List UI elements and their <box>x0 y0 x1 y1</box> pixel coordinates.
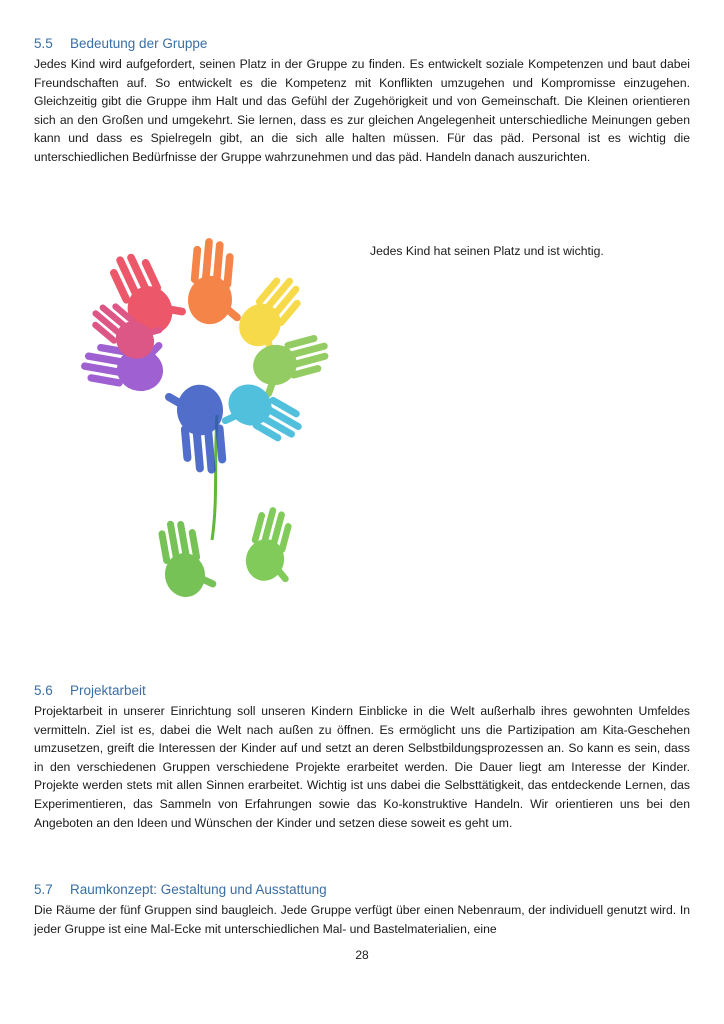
orange-hand <box>186 237 249 327</box>
section-heading-5-7 <box>34 882 327 897</box>
section-number: 5.6 <box>34 683 53 698</box>
section-heading-5-5 <box>34 36 207 51</box>
section-body-5-5: Jedes Kind wird aufgefordert, seinen Platz in der Gruppe zu finden. Es entwickelt soziale Kompetenzen und baut dabei Freundschaften auf. So entwickelt es die Kompetenz mit Konflikten umzugehen und Kompromisse einzugehen. Gleichzeitig gibt die Gruppe ihm Halt und das Gefühl der Zugehörigkeit und von Gemeinschaft. Die Kleinen orientieren sich an den Großen und umgekehrt. Sie lernen, dass es zur gleichen Angelegenheit unterschiedliche Meinungen geben kann und dass es Spielregeln gibt, an die sich alle halten müssen. Für das päd. Personal ist es wichtig die unterschiedlichen Bedürfnisse der Gruppe wahrzunehmen und das päd. Handeln danach auszurichten. <box>34 57 690 164</box>
section-number: 5.7 <box>34 882 53 897</box>
section-body-5-6: Projektarbeit in unserer Einrichtung soll unseren Kindern Einblicke in die Welt außerhalb ihres gewohnten Umfeldes vermitteln. Ziel ist es, dabei die Welt nach außen zu öffnen. Es ermöglicht uns die Partizipation am Kita-Geschehen umzusetzen, greift die Interessen der Kinder auf und setzt an deren Selbstbildungsprozessen an. So kann es sein, dass in den verschiedenen Gruppen verschiedene Projekte erarbeitet werden. Die Dauer liegt am Interesse der Kinder. Projekte werden stets mit allen Sinnen erarbeitet. Wichtig ist uns dabei die Selbsttätigkeit, das entdeckende Lernen, das Experimentieren, das Sammeln von Erfahrungen sowie das Ko-konstruktive Handeln. Wir orientieren uns bei den Angeboten an den Ideen und Wünschen der Kinder und setzen diese soweit es geht um. <box>34 704 690 830</box>
section-title: Raumkonzept: Gestaltung und Ausstattung <box>70 882 327 897</box>
section-title: Projektarbeit <box>70 683 146 698</box>
section-number: 5.5 <box>34 36 53 51</box>
handprint-flower-illustration <box>80 230 340 630</box>
blue-hand <box>163 383 229 477</box>
green-leaf-hand-left <box>156 515 220 601</box>
green-leaf-hand-right <box>241 504 307 588</box>
cyan-hand <box>216 377 309 460</box>
image-caption: Jedes Kind hat seinen Platz und ist wichtig. <box>370 244 604 258</box>
section-title: Bedeutung der Gruppe <box>70 36 208 51</box>
section-heading-5-6 <box>34 683 146 698</box>
red-hand <box>104 240 191 341</box>
section-body-5-7: Die Räume der fünf Gruppen sind baugleich. Jede Gruppe verfügt über einen Nebenraum, der individuell genutzt wird. In jeder Gruppe ist eine Mal-Ecke mit unterschiedlichen Mal- und Bastelmaterialien, eine <box>34 903 690 936</box>
page-number: 28 <box>355 948 369 962</box>
